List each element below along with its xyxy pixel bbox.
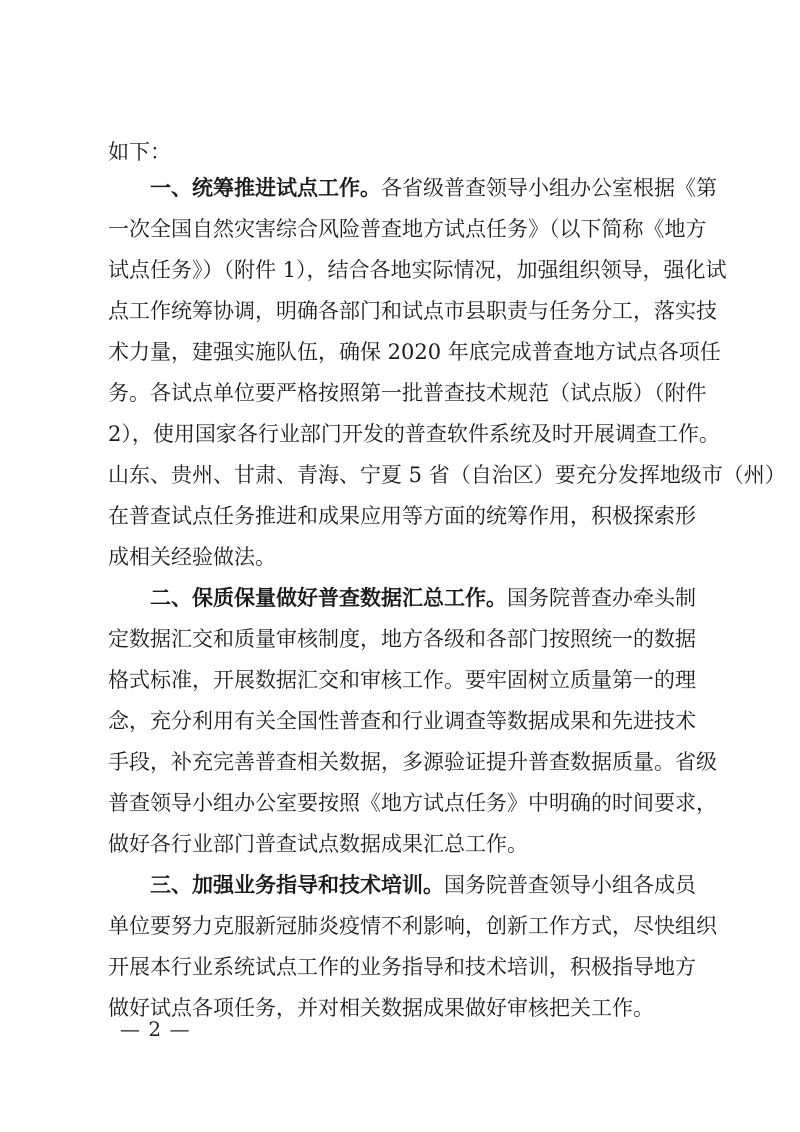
text-line: 开展本行业系统试点工作的业务指导和技术培训，积极指导地方 <box>108 955 696 979</box>
section-heading-3: 三、加强业务指导和技术培训。 <box>150 872 444 897</box>
text-span: 国务院普查领导小组各成员 <box>444 873 696 897</box>
text-line: 格式标准，开展数据汇交和审核工作。要牢固树立质量第一的理 <box>108 668 696 692</box>
paragraph-first-line <box>150 870 694 900</box>
text-line: 一次全国自然灾害综合风险普查地方试点任务》（以下简称《地方 <box>108 217 707 241</box>
text-line: 成相关经验做法。 <box>108 545 276 569</box>
text-line: 手段，补充完善普查相关数据，多源验证提升普查数据质量。省级 <box>108 750 717 774</box>
text-span: 国务院普查办牵头制 <box>507 586 696 610</box>
section-heading-2: 二、保质保量做好普查数据汇总工作。 <box>150 585 507 610</box>
section-heading-1: 一、统筹推进试点工作。 <box>150 175 381 200</box>
text-line: 试点任务》）（附件 1），结合各地实际情况，加强组织领导，强化试 <box>108 258 727 282</box>
paragraph-first-line <box>150 583 694 613</box>
text-line: 在普查试点任务推进和成果应用等方面的统筹作用，积极探索形 <box>108 504 696 528</box>
text-line: 单位要努力克服新冠肺炎疫情不利影响，创新工作方式，尽快组织 <box>108 914 717 938</box>
text-line: 定数据汇交和质量审核制度，地方各级和各部门按照统一的数据 <box>108 627 696 651</box>
text-line: 做好各行业部门普查试点数据成果汇总工作。 <box>108 832 528 856</box>
text-line: 做好试点各项任务，并对相关数据成果做好审核把关工作。 <box>108 996 654 1020</box>
text-line: 务。各试点单位要严格按照第一批普查技术规范（试点版）（附件 <box>108 381 707 405</box>
text-line: 念，充分利用有关全国性普查和行业调查等数据成果和先进技术 <box>108 709 696 733</box>
text-span: 各省级普查领导小组办公室根据《第 <box>381 176 717 200</box>
text-line: 点工作统筹协调，明确各部门和试点市县职责与任务分工，落实技 <box>108 299 717 323</box>
text-line: 术力量，建强实施队伍，确保 2020 年底完成普查地方试点各项任 <box>108 340 721 364</box>
page-number: — 2 — <box>120 1017 191 1041</box>
text-span: 如下： <box>108 140 171 164</box>
text-line: 山东、贵州、甘肃、青海、宁夏 5 省（自治区）要充分发挥地级市（州） <box>108 463 786 487</box>
paragraph-first-line <box>150 173 717 203</box>
text-line: 普查领导小组办公室要按照《地方试点任务》中明确的时间要求， <box>108 791 717 815</box>
text-line <box>108 137 694 167</box>
text-line: 2），使用国家各行业部门开发的普查软件系统及时开展调查工作。 <box>108 422 720 446</box>
